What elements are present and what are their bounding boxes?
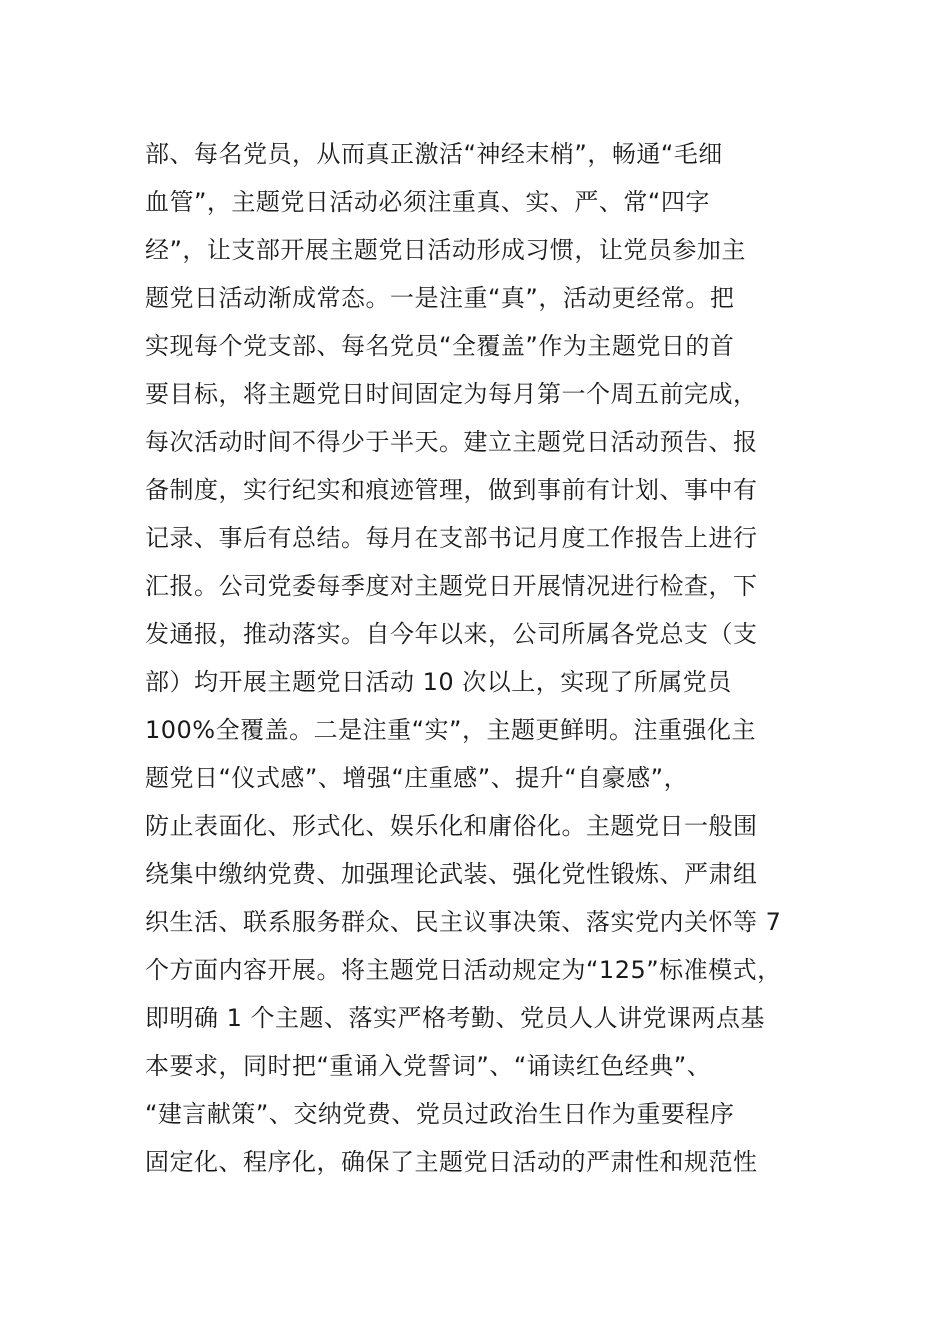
text-line: “建言献策”、交纳党费、党员过政治生日作为重要程序 xyxy=(145,1100,735,1128)
text-line: 每次活动时间不得少于半天。建立主题党日活动预告、报 xyxy=(145,428,758,456)
text-line: 备制度，实行纪实和痕迹管理，做到事前有计划、事中有 xyxy=(145,476,758,504)
text-line: 防止表面化、形式化、娱乐化和庸俗化。主题党日一般围 xyxy=(145,812,758,840)
text-line: 100%全覆盖。二是注重“实”，主题更鲜明。注重强化主 xyxy=(145,716,756,744)
text-line: 即明确 1 个主题、落实严格考勤、党员人人讲党课两点基 xyxy=(145,1004,766,1032)
text-line: 发通报，推动落实。自今年以来，公司所属各党总支（支 xyxy=(145,620,758,648)
text-line: 血管”，主题党日活动必须注重真、实、严、常“四字 xyxy=(145,188,710,216)
text-line: 记录、事后有总结。每月在支部书记月度工作报告上进行 xyxy=(145,524,758,552)
text-line: 个方面内容开展。将主题党日活动规定为“125”标准模式， xyxy=(145,956,782,984)
text-line: 织生活、联系服务群众、民主议事决策、落实党内关怀等 7 xyxy=(145,908,782,936)
text-line: 题党日“仪式感”、增强“庄重感”、提升“自豪感”， xyxy=(145,764,689,792)
text-line: 要目标，将主题党日时间固定为每月第一个周五前完成， xyxy=(145,380,758,408)
text-line: 固定化、程序化，确保了主题党日活动的严肃性和规范性 xyxy=(145,1148,758,1176)
text-line: 经”，让支部开展主题党日活动形成习惯，让党员参加主 xyxy=(145,236,746,264)
text-line: 部、每名党员，从而真正激活“神经末梢”，畅通“毛细 xyxy=(145,140,723,168)
body-paragraph xyxy=(145,130,815,1186)
text-line: 部）均开展主题党日活动 10 次以上，实现了所属党员 xyxy=(145,668,732,696)
text-line: 题党日活动渐成常态。一是注重“真”，活动更经常。把 xyxy=(145,284,735,312)
text-line: 实现每个党支部、每名党员“全覆盖”作为主题党日的首 xyxy=(145,332,735,360)
text-line: 绕集中缴纳党费、加强理论武装、强化党性锻炼、严肃组 xyxy=(145,860,758,888)
text-line: 本要求，同时把“重诵入党誓词”、“诵读红色经典”、 xyxy=(145,1052,712,1080)
text-line: 汇报。公司党委每季度对主题党日开展情况进行检查，下 xyxy=(145,572,758,600)
